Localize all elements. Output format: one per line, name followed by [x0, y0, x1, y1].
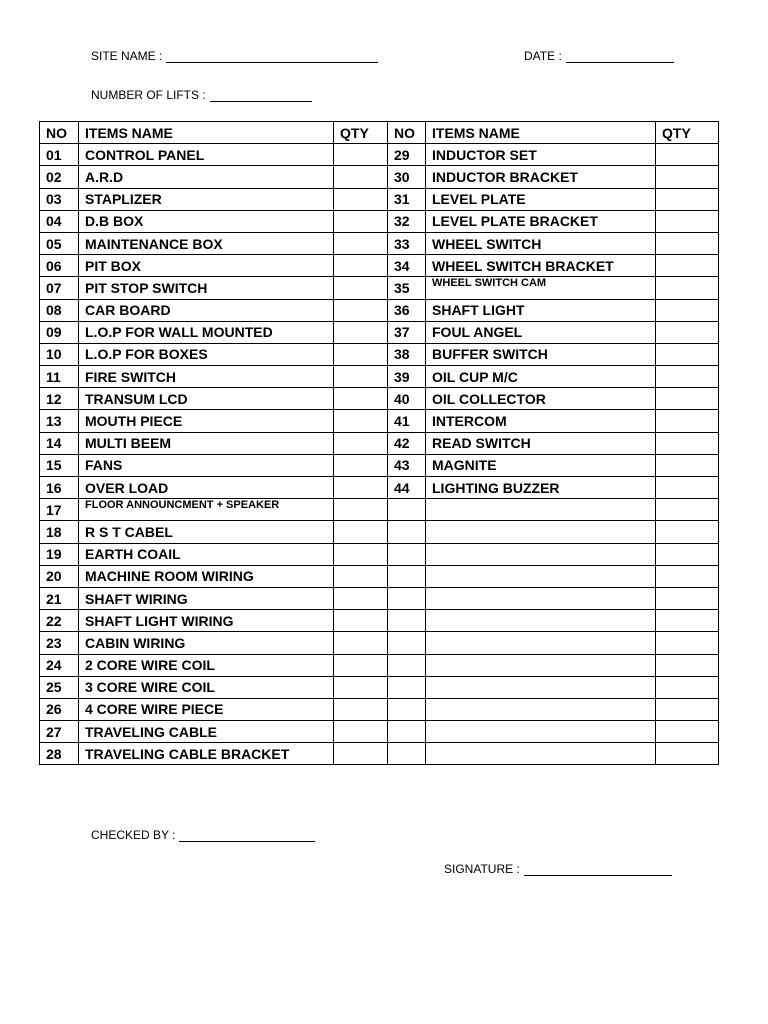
- item-name: EARTH COAIL: [79, 543, 334, 565]
- item-qty-cell[interactable]: [656, 654, 719, 676]
- item-qty-cell[interactable]: [656, 499, 719, 521]
- item-no: 02: [40, 166, 79, 188]
- date-input[interactable]: [566, 50, 674, 63]
- item-qty-cell[interactable]: [656, 721, 719, 743]
- table-row: [40, 299, 719, 321]
- item-no: 11: [40, 366, 79, 388]
- site-name-field: [91, 49, 378, 63]
- table-row: [40, 188, 719, 210]
- table-row: [40, 432, 719, 454]
- item-qty-cell[interactable]: [656, 232, 719, 254]
- item-name: TRAVELING CABLE: [79, 721, 334, 743]
- item-qty-cell[interactable]: [656, 388, 719, 410]
- table-row: [40, 277, 719, 299]
- empty-no-cell: [388, 543, 426, 565]
- signature-input[interactable]: [524, 863, 672, 876]
- item-qty-cell[interactable]: [656, 188, 719, 210]
- item-no: 42: [388, 432, 426, 454]
- item-qty-cell[interactable]: [334, 144, 388, 166]
- item-no: 15: [40, 454, 79, 476]
- item-no: 04: [40, 210, 79, 232]
- item-qty-cell[interactable]: [334, 654, 388, 676]
- item-no: 03: [40, 188, 79, 210]
- empty-name-cell: [426, 698, 656, 720]
- item-no: 44: [388, 477, 426, 499]
- item-name: MOUTH PIECE: [79, 410, 334, 432]
- item-name: LEVEL PLATE BRACKET: [426, 210, 656, 232]
- empty-name-cell: [426, 654, 656, 676]
- empty-no-cell: [388, 565, 426, 587]
- item-qty-cell[interactable]: [334, 188, 388, 210]
- item-name: R S T CABEL: [79, 521, 334, 543]
- item-name: MACHINE ROOM WIRING: [79, 565, 334, 587]
- item-qty-cell[interactable]: [656, 343, 719, 365]
- item-no: 18: [40, 521, 79, 543]
- lifts-field: [91, 88, 312, 102]
- item-name: LIGHTING BUZZER: [426, 477, 656, 499]
- item-no: 17: [40, 499, 79, 521]
- item-name: CABIN WIRING: [79, 632, 334, 654]
- item-qty-cell[interactable]: [656, 521, 719, 543]
- table-row: [40, 610, 719, 632]
- table-row: [40, 210, 719, 232]
- item-qty-cell[interactable]: [334, 587, 388, 609]
- item-no: 05: [40, 232, 79, 254]
- table-row: [40, 366, 719, 388]
- item-no: 19: [40, 543, 79, 565]
- item-no: 12: [40, 388, 79, 410]
- item-qty-cell[interactable]: [656, 255, 719, 277]
- item-name: D.B BOX: [79, 210, 334, 232]
- item-name: SHAFT LIGHT WIRING: [79, 610, 334, 632]
- empty-no-cell: [388, 610, 426, 632]
- item-no: 34: [388, 255, 426, 277]
- item-qty-cell[interactable]: [656, 477, 719, 499]
- item-no: 23: [40, 632, 79, 654]
- item-qty-cell[interactable]: [334, 432, 388, 454]
- item-name: FIRE SWITCH: [79, 366, 334, 388]
- item-name: CONTROL PANEL: [79, 144, 334, 166]
- empty-name-cell: [426, 543, 656, 565]
- item-qty-cell[interactable]: [334, 499, 388, 521]
- item-no: 24: [40, 654, 79, 676]
- header-qty: QTY: [656, 122, 719, 144]
- item-name: FLOOR ANNOUNCMENT + SPEAKER: [79, 499, 334, 521]
- table-header-row: [40, 122, 719, 144]
- item-no: 01: [40, 144, 79, 166]
- item-qty-cell[interactable]: [334, 454, 388, 476]
- item-qty-cell[interactable]: [656, 698, 719, 720]
- item-name: L.O.P FOR BOXES: [79, 343, 334, 365]
- item-no: 41: [388, 410, 426, 432]
- item-no: 16: [40, 477, 79, 499]
- item-name: MAINTENANCE BOX: [79, 232, 334, 254]
- table-row: [40, 721, 719, 743]
- item-qty-cell[interactable]: [656, 321, 719, 343]
- item-no: 38: [388, 343, 426, 365]
- item-no: 31: [388, 188, 426, 210]
- item-qty-cell[interactable]: [656, 565, 719, 587]
- item-qty-cell[interactable]: [334, 565, 388, 587]
- item-qty-cell[interactable]: [334, 210, 388, 232]
- empty-name-cell: [426, 676, 656, 698]
- empty-no-cell: [388, 721, 426, 743]
- item-qty-cell[interactable]: [656, 277, 719, 299]
- item-qty-cell[interactable]: [656, 432, 719, 454]
- checked-by-input[interactable]: [179, 829, 315, 842]
- table-row: [40, 743, 719, 765]
- item-no: 07: [40, 277, 79, 299]
- empty-no-cell: [388, 654, 426, 676]
- item-qty-cell[interactable]: [334, 477, 388, 499]
- item-qty-cell[interactable]: [656, 366, 719, 388]
- item-no: 06: [40, 255, 79, 277]
- item-qty-cell[interactable]: [656, 210, 719, 232]
- table-row: [40, 454, 719, 476]
- table-row: [40, 654, 719, 676]
- item-qty-cell[interactable]: [656, 676, 719, 698]
- item-qty-cell[interactable]: [334, 743, 388, 765]
- lifts-label: NUMBER OF LIFTS :: [91, 88, 206, 102]
- items-table: [39, 121, 719, 765]
- empty-no-cell: [388, 587, 426, 609]
- item-qty-cell[interactable]: [334, 255, 388, 277]
- header-no: NO: [40, 122, 79, 144]
- item-qty-cell[interactable]: [334, 610, 388, 632]
- item-name: PIT BOX: [79, 255, 334, 277]
- item-qty-cell[interactable]: [334, 521, 388, 543]
- item-no: 30: [388, 166, 426, 188]
- lifts-input[interactable]: [210, 89, 312, 102]
- table-row: [40, 144, 719, 166]
- item-qty-cell[interactable]: [656, 632, 719, 654]
- item-no: 10: [40, 343, 79, 365]
- item-qty-cell[interactable]: [656, 166, 719, 188]
- empty-no-cell: [388, 676, 426, 698]
- empty-name-cell: [426, 632, 656, 654]
- empty-name-cell: [426, 499, 656, 521]
- table-row: [40, 388, 719, 410]
- item-qty-cell[interactable]: [334, 299, 388, 321]
- table-row: [40, 166, 719, 188]
- item-no: 40: [388, 388, 426, 410]
- item-name: SHAFT LIGHT: [426, 299, 656, 321]
- item-qty-cell[interactable]: [334, 343, 388, 365]
- item-name: TRANSUM LCD: [79, 388, 334, 410]
- item-name: OIL COLLECTOR: [426, 388, 656, 410]
- item-qty-cell[interactable]: [656, 610, 719, 632]
- item-qty-cell[interactable]: [334, 410, 388, 432]
- empty-name-cell: [426, 565, 656, 587]
- item-name: WHEEL SWITCH CAM: [426, 277, 656, 299]
- item-qty-cell[interactable]: [334, 676, 388, 698]
- item-no: 39: [388, 366, 426, 388]
- date-label: DATE :: [524, 49, 562, 63]
- item-name: SHAFT WIRING: [79, 587, 334, 609]
- checked-by-label: CHECKED BY :: [91, 828, 176, 842]
- item-name: 2 CORE WIRE COIL: [79, 654, 334, 676]
- item-name: FOUL ANGEL: [426, 321, 656, 343]
- item-qty-cell[interactable]: [334, 232, 388, 254]
- table-row: [40, 477, 719, 499]
- item-name: WHEEL SWITCH: [426, 232, 656, 254]
- item-name: MULTI BEEM: [79, 432, 334, 454]
- item-no: 37: [388, 321, 426, 343]
- item-name: L.O.P FOR WALL MOUNTED: [79, 321, 334, 343]
- item-no: 08: [40, 299, 79, 321]
- table-row: [40, 698, 719, 720]
- empty-name-cell: [426, 721, 656, 743]
- empty-no-cell: [388, 698, 426, 720]
- empty-name-cell: [426, 521, 656, 543]
- item-name: TRAVELING CABLE BRACKET: [79, 743, 334, 765]
- item-qty-cell[interactable]: [656, 587, 719, 609]
- table-row: [40, 343, 719, 365]
- item-qty-cell[interactable]: [334, 721, 388, 743]
- item-name: LEVEL PLATE: [426, 188, 656, 210]
- item-qty-cell[interactable]: [334, 543, 388, 565]
- item-name: BUFFER SWITCH: [426, 343, 656, 365]
- item-no: 14: [40, 432, 79, 454]
- item-name: FANS: [79, 454, 334, 476]
- item-name: MAGNITE: [426, 454, 656, 476]
- table-row: [40, 587, 719, 609]
- empty-name-cell: [426, 743, 656, 765]
- item-no: 25: [40, 676, 79, 698]
- item-name: INDUCTOR SET: [426, 144, 656, 166]
- item-no: 33: [388, 232, 426, 254]
- item-name: OIL CUP M/C: [426, 366, 656, 388]
- item-no: 29: [388, 144, 426, 166]
- item-qty-cell[interactable]: [334, 321, 388, 343]
- table-row: [40, 321, 719, 343]
- site-name-label: SITE NAME :: [91, 49, 163, 63]
- table-row: [40, 632, 719, 654]
- item-qty-cell[interactable]: [334, 388, 388, 410]
- item-no: 21: [40, 587, 79, 609]
- item-name: CAR BOARD: [79, 299, 334, 321]
- item-no: 35: [388, 277, 426, 299]
- item-qty-cell[interactable]: [334, 632, 388, 654]
- empty-no-cell: [388, 499, 426, 521]
- item-no: 28: [40, 743, 79, 765]
- item-name: A.R.D: [79, 166, 334, 188]
- header-no: NO: [388, 122, 426, 144]
- item-qty-cell[interactable]: [334, 277, 388, 299]
- empty-name-cell: [426, 587, 656, 609]
- header-items-name: ITEMS NAME: [426, 122, 656, 144]
- item-qty-cell[interactable]: [656, 299, 719, 321]
- table-row: [40, 521, 719, 543]
- table-row: [40, 255, 719, 277]
- item-no: 09: [40, 321, 79, 343]
- item-qty-cell[interactable]: [656, 144, 719, 166]
- header-qty: QTY: [334, 122, 388, 144]
- checked-by-field: [91, 828, 315, 842]
- item-name: STAPLIZER: [79, 188, 334, 210]
- empty-name-cell: [426, 610, 656, 632]
- empty-no-cell: [388, 632, 426, 654]
- empty-no-cell: [388, 521, 426, 543]
- table-row: [40, 543, 719, 565]
- item-no: 43: [388, 454, 426, 476]
- item-no: 20: [40, 565, 79, 587]
- item-name: 4 CORE WIRE PIECE: [79, 698, 334, 720]
- item-name: PIT STOP SWITCH: [79, 277, 334, 299]
- item-qty-cell[interactable]: [334, 366, 388, 388]
- site-name-input[interactable]: [166, 50, 378, 63]
- item-name: INTERCOM: [426, 410, 656, 432]
- item-qty-cell[interactable]: [334, 698, 388, 720]
- item-qty-cell[interactable]: [334, 166, 388, 188]
- table-row: [40, 676, 719, 698]
- item-name: WHEEL SWITCH BRACKET: [426, 255, 656, 277]
- date-field: [524, 49, 674, 63]
- table-row: [40, 410, 719, 432]
- signature-field: [444, 862, 672, 876]
- item-name: 3 CORE WIRE COIL: [79, 676, 334, 698]
- table-row: [40, 232, 719, 254]
- empty-no-cell: [388, 743, 426, 765]
- item-no: 27: [40, 721, 79, 743]
- item-no: 22: [40, 610, 79, 632]
- header-items-name: ITEMS NAME: [79, 122, 334, 144]
- table-row: [40, 499, 719, 521]
- item-qty-cell[interactable]: [656, 543, 719, 565]
- item-qty-cell[interactable]: [656, 410, 719, 432]
- item-name: INDUCTOR BRACKET: [426, 166, 656, 188]
- item-qty-cell[interactable]: [656, 743, 719, 765]
- signature-label: SIGNATURE :: [444, 862, 520, 876]
- item-name: READ SWITCH: [426, 432, 656, 454]
- item-no: 32: [388, 210, 426, 232]
- table-row: [40, 565, 719, 587]
- item-qty-cell[interactable]: [656, 454, 719, 476]
- item-no: 26: [40, 698, 79, 720]
- item-name: OVER LOAD: [79, 477, 334, 499]
- item-no: 13: [40, 410, 79, 432]
- item-no: 36: [388, 299, 426, 321]
